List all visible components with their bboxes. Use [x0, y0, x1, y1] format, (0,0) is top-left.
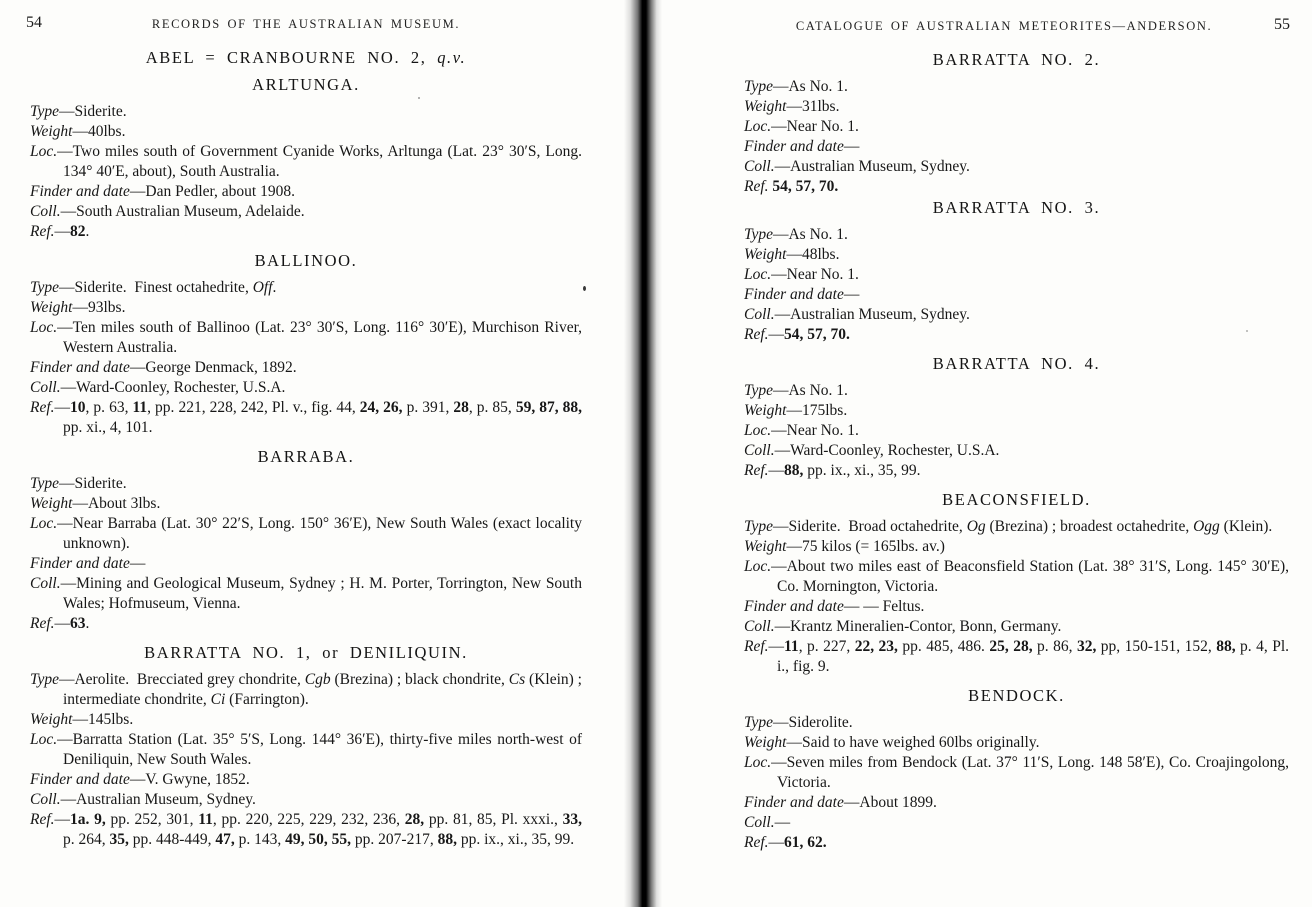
entry-field — [744, 421, 1289, 441]
text-segment: pp. 207-217, — [351, 831, 438, 848]
meteorite-entry — [744, 490, 1289, 677]
text-segment: . — [85, 223, 90, 240]
text-segment: 11 — [198, 811, 213, 828]
text-segment: Type — [744, 226, 773, 243]
text-segment: — — [54, 615, 71, 632]
text-segment: , p. 227, — [798, 638, 855, 655]
entry-field — [744, 325, 1289, 345]
text-segment: 49, 50, 55, — [285, 831, 352, 848]
meteorite-entry — [744, 354, 1289, 481]
text-segment: p. 4, Pl. i., fig. 9. — [777, 638, 1290, 675]
text-segment: —Australian Museum, Sydney. — [774, 306, 970, 323]
text-segment: 25, 28, — [989, 638, 1033, 655]
text-segment: Type — [744, 518, 773, 535]
left-entries — [30, 48, 582, 850]
page-header-left — [26, 14, 628, 36]
text-segment: —Siderolite. — [772, 714, 853, 731]
entry-heading — [744, 50, 1289, 70]
entry-field — [744, 157, 1289, 177]
entry-field — [30, 710, 582, 730]
text-segment: Ref. — [744, 638, 769, 655]
text-segment: Loc. — [744, 266, 772, 283]
text-segment: Weight — [744, 538, 787, 555]
entry-heading — [30, 447, 582, 467]
text-segment: Weight — [744, 734, 787, 751]
entry-field — [744, 537, 1289, 557]
text-segment: Cgb — [304, 671, 331, 688]
text-segment: pp. xi., 4, 101. — [63, 419, 153, 436]
text-segment: BARRATTA NO. 3. — [932, 198, 1101, 217]
text-segment: Weight — [30, 299, 73, 316]
text-segment: Ref. — [30, 399, 55, 416]
scan-speck — [1246, 330, 1248, 332]
entry-field — [744, 793, 1289, 813]
text-segment: 24, 26, — [359, 399, 403, 416]
text-segment: , p. 63, — [85, 399, 133, 416]
text-segment: —Krantz Mineralien-Contor, Bonn, Germany. — [774, 618, 1062, 635]
text-segment: — — [54, 399, 71, 416]
entry-field — [744, 813, 1289, 833]
page-gutter — [624, 0, 662, 907]
text-segment: 54, 57, 70. — [784, 326, 850, 343]
text-segment: ARLTUNGA. — [252, 75, 360, 94]
text-segment: Finder and date — [30, 771, 130, 788]
meteorite-entry — [30, 251, 582, 438]
entry-field — [744, 137, 1289, 157]
entry-field — [744, 77, 1289, 97]
entry-field — [744, 401, 1289, 421]
text-segment: —Said to have weighed 60lbs originally. — [786, 734, 1040, 751]
entry-field — [30, 222, 582, 242]
text-segment: Loc. — [30, 731, 58, 748]
text-segment: . — [272, 279, 277, 296]
text-segment: Off — [252, 279, 273, 296]
entry-field — [30, 398, 582, 438]
text-segment: 35, — [109, 831, 129, 848]
text-segment: Type — [30, 671, 59, 688]
entry-field — [30, 494, 582, 514]
text-segment: BALLINOO. — [254, 251, 358, 270]
text-segment: pp. 485, 486. — [897, 638, 990, 655]
entry-field — [744, 265, 1289, 285]
text-segment: . — [85, 615, 90, 632]
text-segment: 59, 87, 88, — [515, 399, 583, 416]
entry-field — [744, 97, 1289, 117]
text-segment: —Near No. 1. — [771, 266, 859, 283]
text-segment: pp. 448-449, — [128, 831, 216, 848]
text-segment: 88, — [784, 462, 804, 479]
text-segment: Coll. — [744, 158, 775, 175]
entry-field — [744, 733, 1289, 753]
text-segment: —Near No. 1. — [771, 422, 859, 439]
text-segment: Ref. — [744, 834, 769, 851]
text-segment: Ref. — [30, 811, 55, 828]
text-segment: (Brezina) ; broadest octahedrite, — [985, 518, 1194, 535]
page-number: 54 — [26, 14, 42, 31]
text-segment: 61, 62. — [784, 834, 827, 851]
text-segment: 63 — [70, 615, 86, 632]
text-segment: ABEL = CRANBOURNE NO. 2, — [145, 48, 438, 67]
entry-field — [30, 122, 582, 142]
text-segment: —Australian Museum, Sydney. — [60, 791, 256, 808]
text-segment: p. 143, — [234, 831, 286, 848]
text-segment: —About two miles east of Beaconsfield Station (Lat. 38° 31′S, Long. 145° 30′E), Co. Mornington, Victoria. — [771, 558, 1289, 595]
text-segment: —31lbs. — [786, 98, 840, 115]
text-segment: —South Australian Museum, Adelaide. — [60, 203, 305, 220]
entry-field — [30, 790, 582, 810]
entry-heading — [744, 490, 1289, 510]
page-number: 55 — [1274, 16, 1290, 33]
text-segment: 88, — [437, 831, 457, 848]
text-segment: 88, — [1216, 638, 1236, 655]
text-segment: —Siderite. Finest octahedrite, — [58, 279, 253, 296]
entry-field — [744, 381, 1289, 401]
text-segment: Coll. — [30, 791, 61, 808]
text-segment: (Klein) ; intermediate chondrite, — [63, 671, 582, 708]
text-segment: Loc. — [744, 558, 772, 575]
entry-heading — [30, 48, 582, 68]
entry-field — [30, 278, 582, 298]
text-segment: pp. 252, 301, — [105, 811, 199, 828]
text-segment: (Brezina) ; black chondrite, — [330, 671, 509, 688]
entry-field — [30, 318, 582, 358]
text-segment: 11 — [132, 399, 148, 416]
text-segment: Coll. — [744, 306, 775, 323]
text-segment: —Ward-Coonley, Rochester, U.S.A. — [60, 379, 286, 396]
text-segment: —As No. 1. — [772, 78, 848, 95]
text-segment: BARRATTA NO. 2. — [932, 50, 1101, 69]
text-segment: —Siderite. Broad octahedrite, — [772, 518, 967, 535]
entry-field — [744, 245, 1289, 265]
entry-field — [30, 298, 582, 318]
page-left — [0, 0, 628, 907]
entry-heading — [30, 643, 582, 663]
text-segment: 47, — [215, 831, 235, 848]
text-segment: —93lbs. — [72, 299, 126, 316]
text-segment: Type — [744, 382, 773, 399]
text-segment: Loc. — [744, 754, 772, 771]
text-segment: —Aerolite. Brecciated grey chondrite, — [58, 671, 305, 688]
entry-field — [744, 177, 1289, 197]
text-segment: —Siderite. — [58, 475, 127, 492]
text-segment: Coll. — [30, 203, 61, 220]
text-segment: Cs — [508, 671, 526, 688]
entry-heading — [30, 75, 582, 95]
text-segment: —145lbs. — [72, 711, 134, 728]
text-segment: Ci — [210, 691, 226, 708]
right-entries — [744, 50, 1289, 853]
entry-field — [30, 202, 582, 222]
text-segment: Type — [744, 714, 773, 731]
text-segment: Loc. — [30, 515, 58, 532]
text-segment: —175lbs. — [786, 402, 848, 419]
text-segment: Coll. — [744, 442, 775, 459]
meteorite-entry — [30, 75, 582, 242]
text-segment: BARRATTA NO. 1, or DENILIQUIN. — [144, 643, 468, 662]
text-segment: BENDOCK. — [968, 686, 1065, 705]
text-segment: Weight — [30, 495, 73, 512]
text-segment: pp. ix., xi., 35, 99. — [456, 831, 575, 848]
entry-field — [30, 574, 582, 614]
text-segment: — — [129, 555, 146, 572]
entry-field — [30, 182, 582, 202]
entry-field — [744, 305, 1289, 325]
entry-field — [744, 225, 1289, 245]
entry-field — [30, 810, 582, 850]
entry-field — [744, 117, 1289, 137]
entry-field — [744, 461, 1289, 481]
entry-field — [30, 554, 582, 574]
entry-heading — [744, 686, 1289, 706]
text-segment: Og — [966, 518, 986, 535]
text-segment: —48lbs. — [786, 246, 840, 263]
text-segment: Type — [30, 279, 59, 296]
scan-speck — [418, 97, 420, 99]
entry-field — [744, 753, 1289, 793]
entry-field — [30, 378, 582, 398]
text-segment: — — [843, 138, 860, 155]
text-segment: —George Denmack, 1892. — [129, 359, 297, 376]
text-segment: — — Feltus. — [843, 598, 925, 615]
text-segment: — — [768, 462, 785, 479]
text-segment: —V. Gwyne, 1852. — [129, 771, 250, 788]
text-segment: Ref. — [744, 462, 769, 479]
running-title: RECORDS OF THE AUSTRALIAN MUSEUM. — [151, 17, 461, 31]
entry-field — [30, 142, 582, 182]
text-segment: 32, — [1076, 638, 1097, 655]
text-segment: —Near No. 1. — [771, 118, 859, 135]
entry-field — [30, 730, 582, 770]
entry-field — [744, 637, 1289, 677]
text-segment: Ref. — [744, 178, 769, 195]
text-segment: Type — [30, 475, 59, 492]
text-segment: —Near Barraba (Lat. 30° 22′S, Long. 150° 36′E), New South Wales (exact locality unknown). — [57, 515, 582, 552]
text-segment: 11 — [784, 638, 799, 655]
text-segment: 10 — [70, 399, 86, 416]
text-segment: pp. ix., xi., 35, 99. — [803, 462, 921, 479]
text-segment: Loc. — [30, 319, 58, 336]
text-segment: 54, 57, 70. — [772, 178, 839, 195]
text-segment: —Two miles south of Government Cyanide Works, Arltunga (Lat. 23° 30′S, Long. 134° 40′E, about), South Australia. — [57, 143, 582, 180]
text-segment: Finder and date — [30, 555, 130, 572]
page-right — [658, 0, 1312, 907]
text-segment: 82 — [70, 223, 86, 240]
entry-field — [30, 358, 582, 378]
entry-field — [744, 285, 1289, 305]
meteorite-entry — [30, 48, 582, 68]
meteorite-entry — [30, 643, 582, 850]
entry-field — [744, 597, 1289, 617]
text-segment: Type — [30, 103, 59, 120]
text-segment: (Klein). — [1219, 518, 1273, 535]
text-segment: 28, — [404, 811, 425, 828]
text-segment: —About 1899. — [843, 794, 937, 811]
entry-field — [30, 614, 582, 634]
entry-field — [30, 474, 582, 494]
text-segment: —As No. 1. — [772, 382, 848, 399]
text-segment: pp. 81, 85, Pl. xxxi., — [424, 811, 563, 828]
text-segment: BARRATTA NO. 4. — [932, 354, 1101, 373]
text-segment: p. 264, — [63, 831, 110, 848]
text-segment: 33, — [562, 811, 583, 828]
text-segment: —75 kilos (= 165lbs. av.) — [786, 538, 945, 555]
text-segment: Weight — [744, 98, 787, 115]
text-segment: 1a. 9, — [70, 811, 106, 828]
entry-field — [744, 557, 1289, 597]
text-segment: — — [774, 814, 791, 831]
text-segment: , pp. 221, 228, 242, Pl. v., fig. 44, — [147, 399, 360, 416]
text-segment: BARRABA. — [257, 447, 355, 466]
entry-field — [744, 517, 1289, 537]
entry-heading — [30, 251, 582, 271]
entry-field — [30, 770, 582, 790]
entry-field — [30, 102, 582, 122]
text-segment: —Australian Museum, Sydney. — [774, 158, 970, 175]
text-segment: Ref. — [30, 615, 55, 632]
text-segment: , pp. 220, 225, 229, 232, 236, — [212, 811, 405, 828]
text-segment: Coll. — [30, 575, 61, 592]
page-header-right — [744, 16, 1312, 38]
text-segment: Weight — [30, 711, 73, 728]
text-segment: BEACONSFIELD. — [942, 490, 1091, 509]
text-segment: Coll. — [744, 618, 775, 635]
text-segment: — — [768, 326, 785, 343]
text-segment: Ogg — [1193, 518, 1220, 535]
text-segment: Coll. — [30, 379, 61, 396]
text-segment: 28 — [453, 399, 469, 416]
text-segment: —Ten miles south of Ballinoo (Lat. 23° 30′S, Long. 116° 30′E), Murchison River, Western Australia. — [57, 319, 582, 356]
entry-field — [30, 514, 582, 554]
text-segment: 22, 23, — [854, 638, 898, 655]
entry-field — [744, 617, 1289, 637]
text-segment: , p. 85, — [468, 399, 516, 416]
text-segment: Loc. — [744, 422, 772, 439]
text-segment: — — [768, 638, 785, 655]
text-segment: —As No. 1. — [772, 226, 848, 243]
text-segment: Weight — [30, 123, 73, 140]
text-segment: Finder and date — [744, 794, 844, 811]
text-segment: Type — [744, 78, 773, 95]
entry-heading — [744, 198, 1289, 218]
text-segment: Ref. — [744, 326, 769, 343]
text-segment: —About 3lbs. — [72, 495, 161, 512]
text-segment: —Barratta Station (Lat. 35° 5′S, Long. 144° 36′E), thirty-five miles north-west of Deniliquin, New South Wales. — [57, 731, 582, 768]
entry-field — [744, 441, 1289, 461]
entry-field — [744, 833, 1289, 853]
entry-field — [30, 670, 582, 710]
text-segment: Finder and date — [30, 183, 130, 200]
entry-heading — [744, 354, 1289, 374]
text-segment: p. 391, — [402, 399, 454, 416]
text-segment: Finder and date — [744, 286, 844, 303]
text-segment: — — [768, 834, 785, 851]
text-segment: —Siderite. — [58, 103, 127, 120]
text-segment: Finder and date — [744, 598, 844, 615]
meteorite-entry — [30, 447, 582, 634]
meteorite-entry — [744, 50, 1289, 197]
text-segment: —Ward-Coonley, Rochester, U.S.A. — [774, 442, 1000, 459]
text-segment: q.v. — [437, 48, 467, 67]
text-segment: Finder and date — [30, 359, 130, 376]
meteorite-entry — [744, 686, 1289, 853]
text-segment: Loc. — [30, 143, 58, 160]
meteorite-entry — [744, 198, 1289, 345]
text-segment: Loc. — [744, 118, 772, 135]
text-segment: Coll. — [744, 814, 775, 831]
text-segment: —Seven miles from Bendock (Lat. 37° 11′S, Long. 148 58′E), Co. Croajingolong, Victoria. — [771, 754, 1289, 791]
text-segment: Finder and date — [744, 138, 844, 155]
text-segment: — — [54, 223, 71, 240]
running-title: CATALOGUE OF AUSTRALIAN METEORITES—ANDERSON. — [795, 19, 1213, 33]
text-segment: pp, 150-151, 152, — [1096, 638, 1217, 655]
text-segment: — — [54, 811, 71, 828]
entry-field — [744, 713, 1289, 733]
text-segment: (Farrington). — [225, 691, 309, 708]
text-segment: — — [843, 286, 860, 303]
text-segment: Weight — [744, 402, 787, 419]
text-segment: —Dan Pedler, about 1908. — [129, 183, 295, 200]
scan-speck — [583, 286, 586, 291]
text-segment: —Mining and Geological Museum, Sydney ; H. M. Porter, Torrington, New South Wales; Hofmuseum, Vienna. — [60, 575, 582, 612]
text-segment: Weight — [744, 246, 787, 263]
text-segment: —40lbs. — [72, 123, 126, 140]
text-segment: Ref. — [30, 223, 55, 240]
text-segment: p. 86, — [1032, 638, 1077, 655]
